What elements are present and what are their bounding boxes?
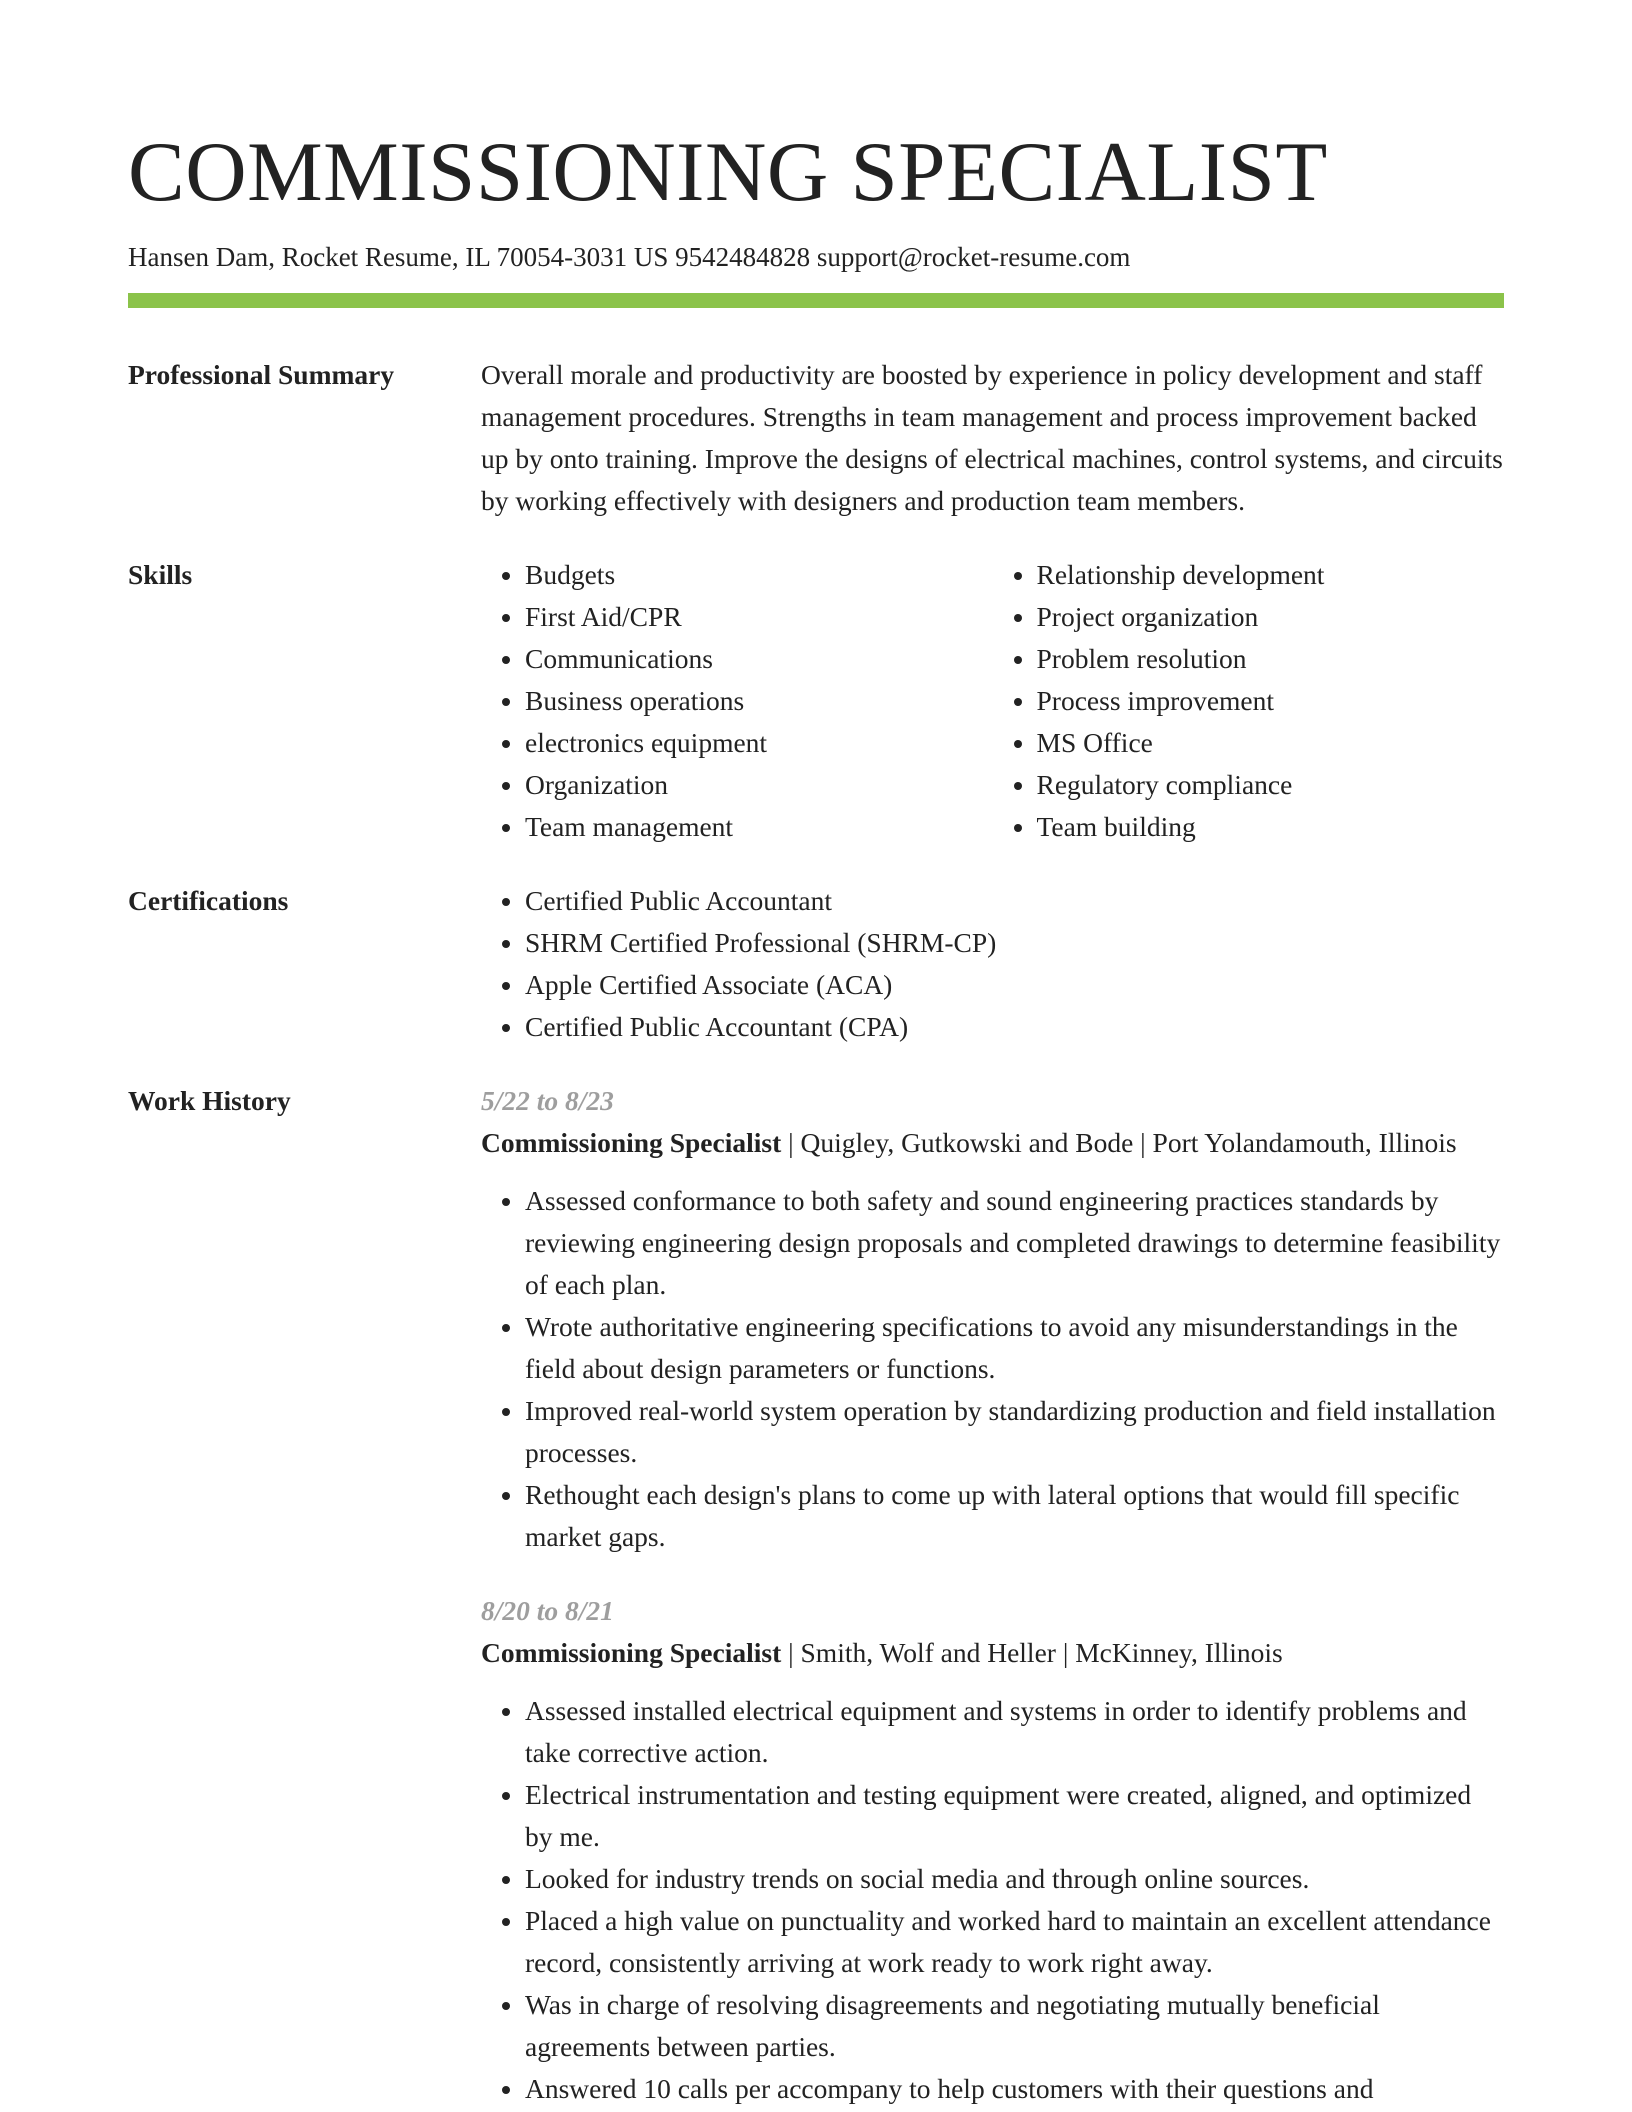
skill-item: • Organization [525, 764, 993, 806]
job-bullet: • Was in charge of resolving disagreements and negotiating mutually beneficial agreements between parties. [525, 1984, 1504, 2068]
certifications-section [128, 880, 1504, 1048]
skills-list-left [481, 554, 993, 848]
job-bullet: • Assessed conformance to both safety and sound engineering practices standards by reviewing engineering design proposals and completed drawings to determine feasibility of each plan. [525, 1180, 1504, 1306]
contact-line: Hansen Dam, Rocket Resume, IL 70054-3031 US 9542484828 support@rocket-resume.com [128, 242, 1131, 272]
job-heading [481, 1122, 1504, 1164]
section-label-skills: Skills [128, 559, 193, 591]
certifications-body [481, 880, 1504, 1048]
skill-item: • Relationship development [1037, 554, 1505, 596]
skill-item: • Project organization [1037, 596, 1505, 638]
skill-item: • Problem resolution [1037, 638, 1505, 680]
job-dates: 5/22 to 8/23 [481, 1085, 614, 1117]
skill-item: • Process improvement [1037, 680, 1505, 722]
job-bullet: • Placed a high value on punctuality and worked hard to maintain an excellent attendance record, consistently arriving at work ready to work right away. [525, 1900, 1504, 1984]
job-bullet: • Rethought each design's plans to come up with lateral options that would fill specific market gaps. [525, 1474, 1504, 1558]
work-history-section [128, 1080, 1504, 2110]
job-heading [481, 1632, 1504, 1674]
skill-item: • electronics equipment [525, 722, 993, 764]
certification-item: • SHRM Certified Professional (SHRM-CP) [525, 922, 1504, 964]
job-bullet: • Improved real-world system operation by standardizing production and field installation processes. [525, 1390, 1504, 1474]
certification-item: • Certified Public Accountant [525, 880, 1504, 922]
section-label-summary: Professional Summary [128, 359, 395, 391]
skill-item: • Team building [1037, 806, 1505, 848]
certification-item: • Certified Public Accountant (CPA) [525, 1006, 1504, 1048]
section-label-certifications: Certifications [128, 885, 289, 917]
skill-item: • Budgets [525, 554, 993, 596]
job-title: Commissioning Specialist [481, 1127, 782, 1159]
job-bullets [481, 1690, 1504, 2110]
certifications-list [481, 880, 1504, 1048]
certification-item: • Apple Certified Associate (ACA) [525, 964, 1504, 1006]
job-bullets [481, 1180, 1504, 1558]
job-dates: 8/20 to 8/21 [481, 1595, 614, 1627]
skill-item: • Communications [525, 638, 993, 680]
job-title: Commissioning Specialist [481, 1637, 782, 1669]
job-company-location: | Quigley, Gutkowski and Bode | Port Yolandamouth, Illinois [781, 1127, 1457, 1159]
summary-text: Overall morale and productivity are boosted by experience in policy development and staff management procedures. Strengths in team management and process improvement backed up by onto training. Improve the designs of electrical machines, control systems, and circuits by working effectively with designers and production team members. [481, 359, 1503, 517]
job-bullet: • Electrical instrumentation and testing equipment were created, aligned, and optimized by me. [525, 1774, 1504, 1858]
professional-summary-section [128, 354, 1504, 522]
skill-item: • Team management [525, 806, 993, 848]
header-divider [128, 293, 1504, 308]
skills-list-right [993, 554, 1505, 848]
job-entry [481, 1590, 1504, 2110]
job-bullet: • Assessed installed electrical equipment and systems in order to identify problems and take corrective action. [525, 1690, 1504, 1774]
job-bullet: • Answered 10 calls per accompany to help customers with their questions and [525, 2068, 1504, 2110]
skill-item: • First Aid/CPR [525, 596, 993, 638]
work-history-body [481, 1080, 1504, 2110]
section-label-work-history: Work History [128, 1085, 291, 1117]
skill-item: • MS Office [1037, 722, 1505, 764]
skill-item: • Business operations [525, 680, 993, 722]
job-entry [481, 1080, 1504, 1558]
resume-name: COMMISSIONING SPECIALIST [128, 125, 1328, 219]
skill-item: • Regulatory compliance [1037, 764, 1505, 806]
job-company-location: | Smith, Wolf and Heller | McKinney, Illinois [781, 1637, 1283, 1669]
skills-section [128, 554, 1504, 848]
skills-columns [481, 554, 1504, 848]
job-bullet: • Wrote authoritative engineering specifications to avoid any misunderstandings in the field about design parameters or functions. [525, 1306, 1504, 1390]
job-bullet: • Looked for industry trends on social media and through online sources. [525, 1858, 1504, 1900]
